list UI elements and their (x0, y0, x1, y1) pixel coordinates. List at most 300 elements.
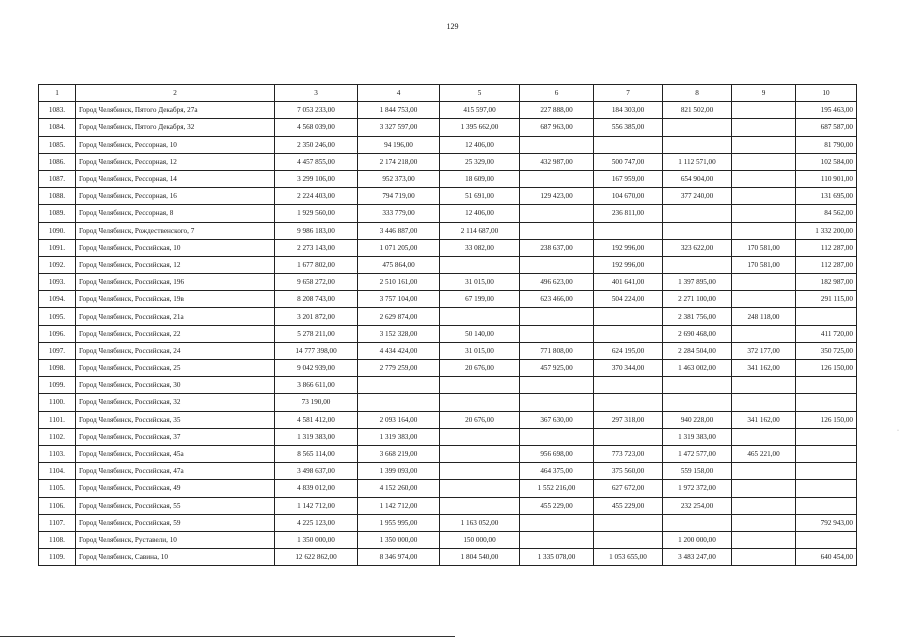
row-number: 1089. (39, 205, 76, 222)
col-7-value (594, 514, 663, 531)
col-9-value (732, 119, 796, 136)
address: Город Челябинск, Рессорная, 16 (76, 188, 275, 205)
col-5-value (440, 256, 520, 273)
col-9-value (732, 205, 796, 222)
col-4-value: 1 350 000,00 (358, 531, 440, 548)
col-3-value: 4 457 855,00 (275, 153, 358, 170)
table-row (39, 411, 857, 428)
address: Город Челябинск, Руставели, 10 (76, 531, 275, 548)
col-8-value: 1 972 372,00 (663, 480, 732, 497)
col-4-value: 2 779 259,00 (358, 360, 440, 377)
header-row (39, 85, 857, 102)
table-row (39, 514, 857, 531)
row-number: 1088. (39, 188, 76, 205)
address: Город Челябинск, Рессорная, 14 (76, 170, 275, 187)
table-row (39, 136, 857, 153)
col-7-value (594, 308, 663, 325)
col-6-value: 687 963,00 (520, 119, 594, 136)
col-6-value (520, 514, 594, 531)
table-row (39, 549, 857, 566)
column-header-7: 7 (594, 85, 663, 102)
col-5-value (440, 394, 520, 411)
address: Город Челябинск, Российская, 19в (76, 291, 275, 308)
col-6-value: 1 552 216,00 (520, 480, 594, 497)
col-3-value: 3 866 611,00 (275, 377, 358, 394)
col-4-value: 1 142 712,00 (358, 497, 440, 514)
address: Город Челябинск, Рождественского, 7 (76, 222, 275, 239)
col-5-value: 415 597,00 (440, 102, 520, 119)
col-6-value: 956 698,00 (520, 445, 594, 462)
address: Город Челябинск, Российская, 59 (76, 514, 275, 531)
table-row (39, 394, 857, 411)
table-row (39, 445, 857, 462)
col-5-value (440, 445, 520, 462)
col-7-value: 104 670,00 (594, 188, 663, 205)
footer-divider (0, 636, 455, 637)
address: Город Челябинск, Рессорная, 8 (76, 205, 275, 222)
col-10-value (796, 394, 857, 411)
col-7-value: 375 560,00 (594, 463, 663, 480)
row-number: 1105. (39, 480, 76, 497)
col-6-value: 496 623,00 (520, 274, 594, 291)
col-10-value (796, 463, 857, 480)
col-10-value: 1 332 200,00 (796, 222, 857, 239)
address: Город Челябинск, Российская, 49 (76, 480, 275, 497)
col-10-value: 687 587,00 (796, 119, 857, 136)
col-8-value: 377 240,00 (663, 188, 732, 205)
col-10-value (796, 428, 857, 445)
col-10-value: 640 454,00 (796, 549, 857, 566)
col-6-value: 771 808,00 (520, 342, 594, 359)
row-number: 1099. (39, 377, 76, 394)
col-10-value (796, 480, 857, 497)
row-number: 1101. (39, 411, 76, 428)
table-row (39, 102, 857, 119)
column-header-6: 6 (520, 85, 594, 102)
col-3-value: 4 225 123,00 (275, 514, 358, 531)
column-header-1: 1 (39, 85, 76, 102)
col-7-value (594, 394, 663, 411)
col-3-value: 1 350 000,00 (275, 531, 358, 548)
col-9-value (732, 153, 796, 170)
col-3-value: 1 319 383,00 (275, 428, 358, 445)
col-8-value (663, 394, 732, 411)
col-8-value: 2 284 504,00 (663, 342, 732, 359)
col-4-value: 8 346 974,00 (358, 549, 440, 566)
address: Город Челябинск, Российская, 21а (76, 308, 275, 325)
col-10-value: 131 695,00 (796, 188, 857, 205)
col-5-value: 1 395 662,00 (440, 119, 520, 136)
col-9-value (732, 480, 796, 497)
col-7-value (594, 428, 663, 445)
row-number: 1085. (39, 136, 76, 153)
address: Город Челябинск, Российская, 10 (76, 239, 275, 256)
col-8-value (663, 136, 732, 153)
col-5-value: 18 609,00 (440, 170, 520, 187)
row-number: 1098. (39, 360, 76, 377)
col-9-value: 248 118,00 (732, 308, 796, 325)
table-row (39, 463, 857, 480)
col-8-value: 1 463 002,00 (663, 360, 732, 377)
row-number: 1100. (39, 394, 76, 411)
col-10-value (796, 531, 857, 548)
table-row (39, 377, 857, 394)
col-5-value: 1 804 540,00 (440, 549, 520, 566)
col-4-value: 1 844 753,00 (358, 102, 440, 119)
col-6-value (520, 256, 594, 273)
address: Город Челябинск, Рессорная, 10 (76, 136, 275, 153)
col-7-value: 1 053 655,00 (594, 549, 663, 566)
table-row (39, 274, 857, 291)
col-8-value: 2 690 468,00 (663, 325, 732, 342)
column-header-10: 10 (796, 85, 857, 102)
col-10-value: 350 725,00 (796, 342, 857, 359)
col-4-value: 4 152 260,00 (358, 480, 440, 497)
col-8-value: 1 112 571,00 (663, 153, 732, 170)
col-7-value: 624 195,00 (594, 342, 663, 359)
col-5-value: 12 406,00 (440, 136, 520, 153)
table-row (39, 170, 857, 187)
column-header-4: 4 (358, 85, 440, 102)
address: Город Челябинск, Российская, 35 (76, 411, 275, 428)
col-6-value (520, 136, 594, 153)
col-9-value (732, 514, 796, 531)
table-row (39, 256, 857, 273)
col-3-value: 12 622 862,00 (275, 549, 358, 566)
col-5-value: 150 000,00 (440, 531, 520, 548)
row-number: 1084. (39, 119, 76, 136)
row-number: 1094. (39, 291, 76, 308)
column-header-5: 5 (440, 85, 520, 102)
col-7-value: 236 811,00 (594, 205, 663, 222)
row-number: 1107. (39, 514, 76, 531)
col-8-value: 940 228,00 (663, 411, 732, 428)
col-7-value: 401 641,00 (594, 274, 663, 291)
col-3-value: 2 224 403,00 (275, 188, 358, 205)
col-10-value: 291 115,00 (796, 291, 857, 308)
col-9-value (732, 377, 796, 394)
col-10-value: 102 584,00 (796, 153, 857, 170)
address: Город Челябинск, Российская, 196 (76, 274, 275, 291)
address: Город Челябинск, Российская, 55 (76, 497, 275, 514)
col-7-value: 370 344,00 (594, 360, 663, 377)
col-5-value: 12 406,00 (440, 205, 520, 222)
row-number: 1095. (39, 308, 76, 325)
col-10-value (796, 308, 857, 325)
col-7-value: 455 229,00 (594, 497, 663, 514)
col-6-value: 238 637,00 (520, 239, 594, 256)
row-number: 1097. (39, 342, 76, 359)
col-10-value (796, 377, 857, 394)
table-row (39, 531, 857, 548)
col-7-value (594, 325, 663, 342)
table-row (39, 205, 857, 222)
row-number: 1096. (39, 325, 76, 342)
address: Город Челябинск, Российская, 45а (76, 445, 275, 462)
table-body (39, 102, 857, 566)
table-row (39, 153, 857, 170)
address: Город Челябинск, Российская, 25 (76, 360, 275, 377)
col-6-value (520, 205, 594, 222)
table-row (39, 291, 857, 308)
row-number: 1103. (39, 445, 76, 462)
table-row (39, 428, 857, 445)
col-8-value (663, 205, 732, 222)
col-8-value: 323 622,00 (663, 239, 732, 256)
row-number: 1090. (39, 222, 76, 239)
col-9-value (732, 531, 796, 548)
col-8-value: 2 271 100,00 (663, 291, 732, 308)
col-8-value: 654 904,00 (663, 170, 732, 187)
col-9-value (732, 394, 796, 411)
row-number: 1087. (39, 170, 76, 187)
col-6-value (520, 308, 594, 325)
col-4-value: 3 327 597,00 (358, 119, 440, 136)
col-4-value: 1 071 205,00 (358, 239, 440, 256)
col-9-value (732, 325, 796, 342)
col-5-value: 1 163 052,00 (440, 514, 520, 531)
col-5-value: 25 329,00 (440, 153, 520, 170)
col-10-value: 792 943,00 (796, 514, 857, 531)
col-9-value: 341 162,00 (732, 411, 796, 428)
col-4-value: 333 779,00 (358, 205, 440, 222)
col-6-value: 464 375,00 (520, 463, 594, 480)
col-4-value: 94 196,00 (358, 136, 440, 153)
col-6-value: 1 335 078,00 (520, 549, 594, 566)
col-5-value: 31 015,00 (440, 342, 520, 359)
col-3-value: 3 498 637,00 (275, 463, 358, 480)
col-6-value: 457 925,00 (520, 360, 594, 377)
col-7-value (594, 136, 663, 153)
col-7-value: 192 996,00 (594, 256, 663, 273)
col-8-value: 821 502,00 (663, 102, 732, 119)
col-8-value: 2 381 756,00 (663, 308, 732, 325)
col-7-value: 627 672,00 (594, 480, 663, 497)
col-4-value: 1 955 995,00 (358, 514, 440, 531)
col-8-value (663, 514, 732, 531)
row-number: 1091. (39, 239, 76, 256)
table-row (39, 119, 857, 136)
col-10-value: 195 463,00 (796, 102, 857, 119)
col-6-value: 227 888,00 (520, 102, 594, 119)
col-4-value: 2 093 164,00 (358, 411, 440, 428)
col-9-value: 170 581,00 (732, 256, 796, 273)
col-4-value: 3 152 328,00 (358, 325, 440, 342)
col-7-value (594, 531, 663, 548)
row-number: 1092. (39, 256, 76, 273)
col-6-value (520, 377, 594, 394)
col-5-value: 20 676,00 (440, 360, 520, 377)
col-10-value: 126 150,00 (796, 411, 857, 428)
col-6-value: 455 229,00 (520, 497, 594, 514)
col-5-value: 2 114 687,00 (440, 222, 520, 239)
table-row (39, 325, 857, 342)
table-row (39, 342, 857, 359)
col-9-value (732, 463, 796, 480)
address: Город Челябинск, Российская, 22 (76, 325, 275, 342)
col-4-value: 2 510 161,00 (358, 274, 440, 291)
col-3-value: 9 658 272,00 (275, 274, 358, 291)
col-8-value (663, 256, 732, 273)
col-6-value: 432 987,00 (520, 153, 594, 170)
col-8-value: 559 158,00 (663, 463, 732, 480)
col-3-value: 1 142 712,00 (275, 497, 358, 514)
col-8-value: 1 397 895,00 (663, 274, 732, 291)
col-4-value: 2 174 218,00 (358, 153, 440, 170)
table-row (39, 188, 857, 205)
col-8-value: 3 483 247,00 (663, 549, 732, 566)
col-6-value: 129 423,00 (520, 188, 594, 205)
margin-mark: · (897, 428, 899, 434)
col-10-value: 81 790,00 (796, 136, 857, 153)
row-number: 1106. (39, 497, 76, 514)
col-10-value: 110 901,00 (796, 170, 857, 187)
address: Город Челябинск, Российская, 47а (76, 463, 275, 480)
capital-repair-table (38, 84, 857, 566)
col-7-value: 504 224,00 (594, 291, 663, 308)
table-row (39, 497, 857, 514)
col-4-value (358, 394, 440, 411)
col-5-value: 51 691,00 (440, 188, 520, 205)
column-header-2: 2 (76, 85, 275, 102)
col-7-value: 184 303,00 (594, 102, 663, 119)
address: Город Челябинск, Пятого Декабря, 32 (76, 119, 275, 136)
col-9-value (732, 102, 796, 119)
col-3-value: 8 565 114,00 (275, 445, 358, 462)
address: Город Челябинск, Российская, 37 (76, 428, 275, 445)
row-number: 1083. (39, 102, 76, 119)
col-7-value: 167 959,00 (594, 170, 663, 187)
col-4-value: 2 629 874,00 (358, 308, 440, 325)
col-3-value: 4 839 012,00 (275, 480, 358, 497)
page-number: 129 (446, 22, 459, 31)
col-4-value: 1 319 383,00 (358, 428, 440, 445)
col-9-value (732, 549, 796, 566)
col-3-value: 3 201 872,00 (275, 308, 358, 325)
col-4-value: 3 446 887,00 (358, 222, 440, 239)
col-7-value (594, 222, 663, 239)
col-5-value: 20 676,00 (440, 411, 520, 428)
column-header-3: 3 (275, 85, 358, 102)
col-5-value (440, 308, 520, 325)
col-9-value (732, 136, 796, 153)
col-3-value: 5 278 211,00 (275, 325, 358, 342)
col-3-value: 73 190,00 (275, 394, 358, 411)
col-9-value: 341 162,00 (732, 360, 796, 377)
col-5-value (440, 497, 520, 514)
col-8-value: 1 200 000,00 (663, 531, 732, 548)
col-3-value: 8 208 743,00 (275, 291, 358, 308)
col-3-value: 1 677 802,00 (275, 256, 358, 273)
col-8-value: 1 472 577,00 (663, 445, 732, 462)
col-10-value (796, 445, 857, 462)
col-8-value (663, 119, 732, 136)
column-header-8: 8 (663, 85, 732, 102)
col-5-value (440, 428, 520, 445)
col-4-value: 3 757 104,00 (358, 291, 440, 308)
col-6-value (520, 394, 594, 411)
row-number: 1093. (39, 274, 76, 291)
col-8-value (663, 222, 732, 239)
table-row (39, 360, 857, 377)
table-row (39, 480, 857, 497)
col-5-value (440, 463, 520, 480)
col-6-value (520, 531, 594, 548)
row-number: 1086. (39, 153, 76, 170)
col-6-value (520, 428, 594, 445)
address: Город Челябинск, Российская, 12 (76, 256, 275, 273)
col-4-value: 794 719,00 (358, 188, 440, 205)
col-3-value: 7 053 233,00 (275, 102, 358, 119)
column-header-9: 9 (732, 85, 796, 102)
col-9-value: 372 177,00 (732, 342, 796, 359)
col-5-value (440, 480, 520, 497)
address: Город Челябинск, Российская, 30 (76, 377, 275, 394)
col-9-value (732, 497, 796, 514)
col-5-value: 31 015,00 (440, 274, 520, 291)
col-4-value: 3 668 219,00 (358, 445, 440, 462)
col-4-value: 952 373,00 (358, 170, 440, 187)
col-9-value (732, 188, 796, 205)
address: Город Челябинск, Рессорная, 12 (76, 153, 275, 170)
address: Город Челябинск, Савина, 10 (76, 549, 275, 566)
col-7-value: 500 747,00 (594, 153, 663, 170)
table-row (39, 222, 857, 239)
col-10-value (796, 497, 857, 514)
col-7-value: 192 996,00 (594, 239, 663, 256)
col-7-value (594, 377, 663, 394)
col-10-value: 182 987,00 (796, 274, 857, 291)
col-3-value: 4 581 412,00 (275, 411, 358, 428)
col-9-value (732, 274, 796, 291)
col-3-value: 1 929 560,00 (275, 205, 358, 222)
col-6-value (520, 170, 594, 187)
col-8-value (663, 377, 732, 394)
col-7-value: 556 385,00 (594, 119, 663, 136)
col-9-value (732, 428, 796, 445)
col-5-value: 50 140,00 (440, 325, 520, 342)
col-6-value (520, 222, 594, 239)
col-5-value: 67 199,00 (440, 291, 520, 308)
table-row (39, 239, 857, 256)
col-7-value: 773 723,00 (594, 445, 663, 462)
col-6-value: 367 630,00 (520, 411, 594, 428)
address: Город Челябинск, Российская, 32 (76, 394, 275, 411)
col-3-value: 2 350 246,00 (275, 136, 358, 153)
col-5-value: 33 082,00 (440, 239, 520, 256)
col-10-value: 112 287,00 (796, 239, 857, 256)
col-8-value: 232 254,00 (663, 497, 732, 514)
col-9-value (732, 291, 796, 308)
col-3-value: 9 986 183,00 (275, 222, 358, 239)
col-3-value: 9 042 939,00 (275, 360, 358, 377)
col-6-value (520, 325, 594, 342)
col-3-value: 14 777 398,00 (275, 342, 358, 359)
col-10-value: 411 720,00 (796, 325, 857, 342)
col-5-value (440, 377, 520, 394)
col-10-value: 126 150,00 (796, 360, 857, 377)
col-9-value (732, 170, 796, 187)
table-row (39, 308, 857, 325)
row-number: 1109. (39, 549, 76, 566)
col-8-value: 1 319 383,00 (663, 428, 732, 445)
col-4-value (358, 377, 440, 394)
col-3-value: 3 299 106,00 (275, 170, 358, 187)
col-9-value: 465 221,00 (732, 445, 796, 462)
col-3-value: 4 568 039,00 (275, 119, 358, 136)
col-10-value: 112 287,00 (796, 256, 857, 273)
row-number: 1108. (39, 531, 76, 548)
